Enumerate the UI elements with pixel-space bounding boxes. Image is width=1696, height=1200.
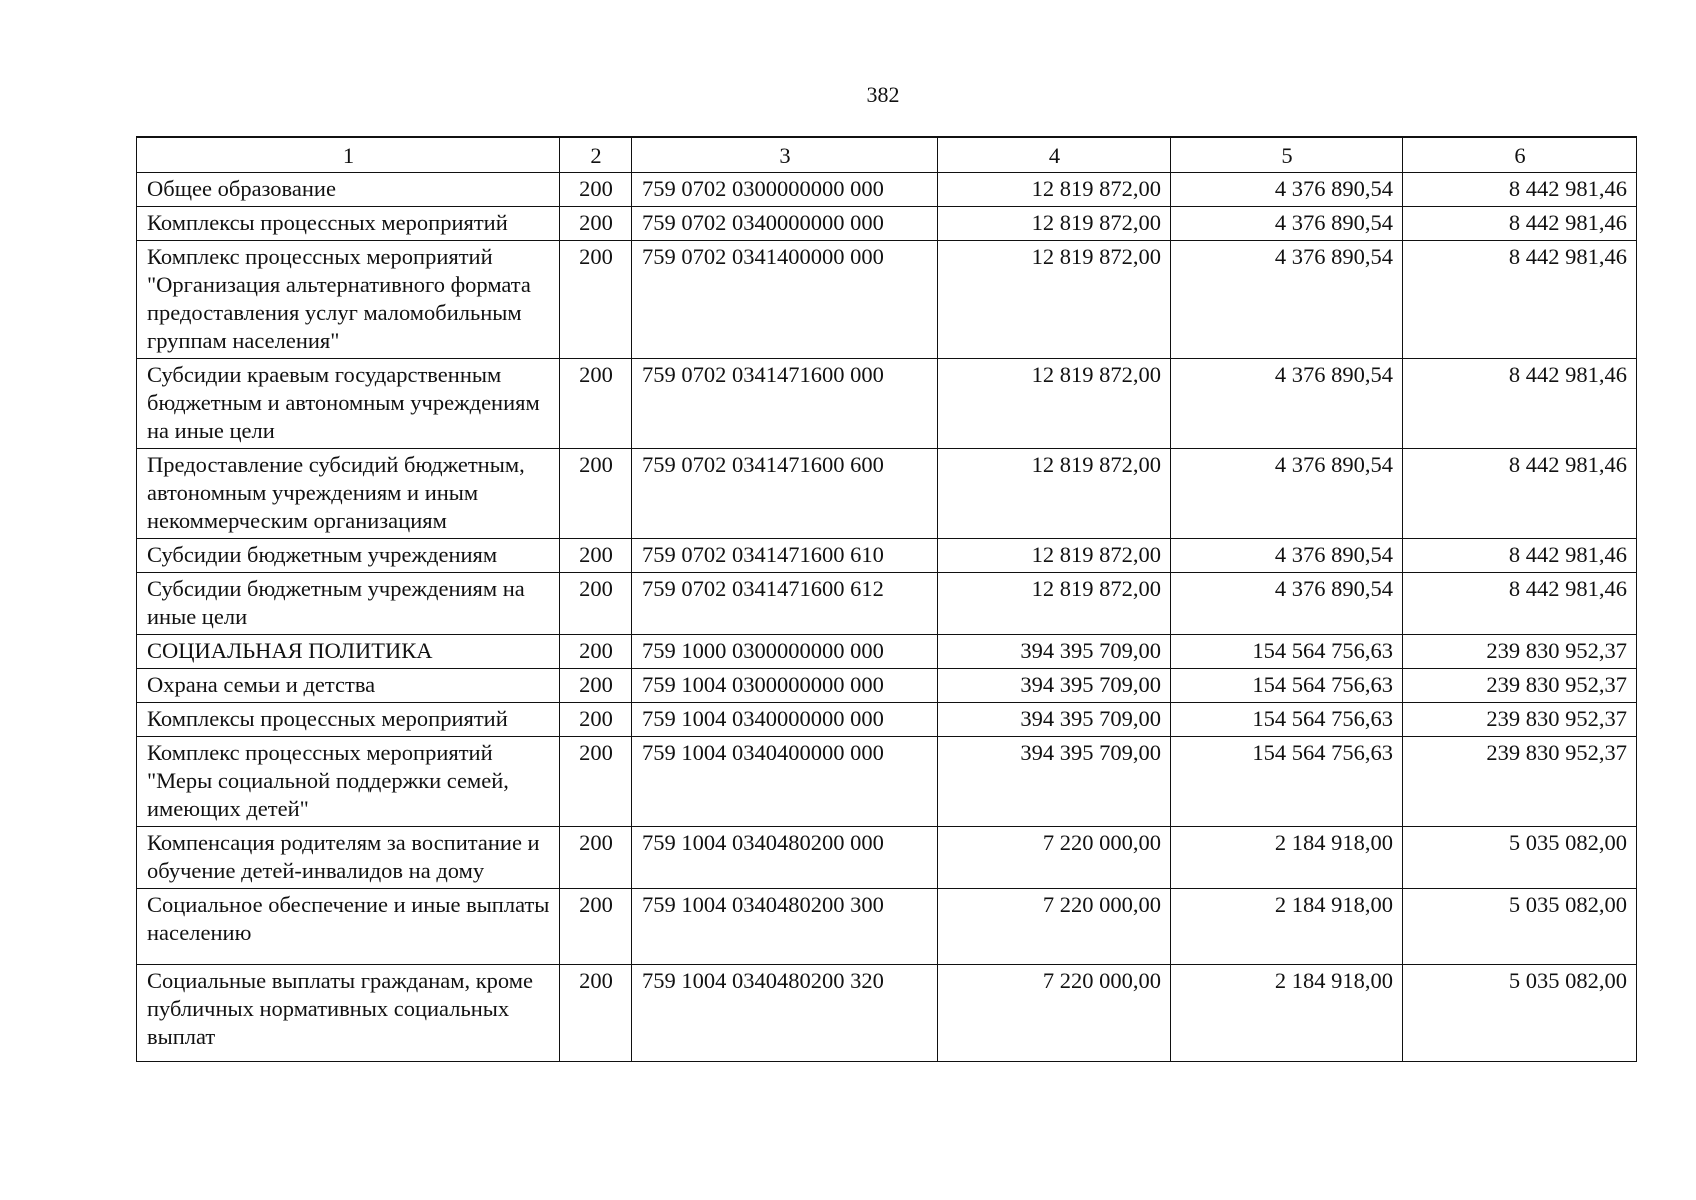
- row-admin-code: 200: [560, 737, 632, 827]
- row-amount-5: 4 376 890,54: [1171, 539, 1403, 573]
- row-amount-5: 4 376 890,54: [1171, 449, 1403, 539]
- row-amount-5: 2 184 918,00: [1171, 827, 1403, 889]
- row-admin-code: 200: [560, 173, 632, 207]
- row-name: Общее образование: [137, 173, 560, 207]
- row-amount-4: 12 819 872,00: [938, 207, 1171, 241]
- table-row: [137, 827, 1637, 889]
- row-name: Социальное обеспечение и иные выплаты населению: [137, 889, 560, 965]
- column-header: 2: [560, 137, 632, 173]
- table-row: [137, 669, 1637, 703]
- row-amount-6: 239 830 952,37: [1403, 635, 1637, 669]
- table-header-row: [137, 137, 1637, 173]
- row-amount-6: 5 035 082,00: [1403, 827, 1637, 889]
- row-amount-5: 4 376 890,54: [1171, 207, 1403, 241]
- row-amount-5: 4 376 890,54: [1171, 359, 1403, 449]
- row-budget-code: 759 1004 0340480200 300: [632, 889, 938, 965]
- row-admin-code: 200: [560, 635, 632, 669]
- table-row: [137, 573, 1637, 635]
- row-admin-code: 200: [560, 241, 632, 359]
- row-budget-code: 759 1004 0340480200 000: [632, 827, 938, 889]
- row-name: Социальные выплаты гражданам, кроме публичных нормативных социальных выплат: [137, 965, 560, 1062]
- column-header: 5: [1171, 137, 1403, 173]
- row-admin-code: 200: [560, 359, 632, 449]
- row-amount-6: 8 442 981,46: [1403, 573, 1637, 635]
- row-amount-6: 8 442 981,46: [1403, 449, 1637, 539]
- row-budget-code: 759 1004 0340400000 000: [632, 737, 938, 827]
- row-amount-4: 394 395 709,00: [938, 703, 1171, 737]
- row-amount-5: 4 376 890,54: [1171, 573, 1403, 635]
- row-name: СОЦИАЛЬНАЯ ПОЛИТИКА: [137, 635, 560, 669]
- row-admin-code: 200: [560, 827, 632, 889]
- row-amount-5: 2 184 918,00: [1171, 889, 1403, 965]
- row-name: Субсидии краевым государственным бюджетным и автономным учреждениям на иные цели: [137, 359, 560, 449]
- table-row: [137, 207, 1637, 241]
- row-amount-4: 394 395 709,00: [938, 737, 1171, 827]
- row-budget-code: 759 1000 0300000000 000: [632, 635, 938, 669]
- row-amount-5: 154 564 756,63: [1171, 737, 1403, 827]
- table-row: [137, 241, 1637, 359]
- row-amount-6: 239 830 952,37: [1403, 737, 1637, 827]
- table-row: [137, 703, 1637, 737]
- budget-table: [136, 136, 1637, 1062]
- row-budget-code: 759 0702 0341471600 600: [632, 449, 938, 539]
- row-name: Субсидии бюджетным учреждениям: [137, 539, 560, 573]
- row-budget-code: 759 0702 0341471600 000: [632, 359, 938, 449]
- row-amount-6: 8 442 981,46: [1403, 241, 1637, 359]
- row-amount-6: 5 035 082,00: [1403, 965, 1637, 1062]
- row-name: Комплексы процессных мероприятий: [137, 703, 560, 737]
- row-budget-code: 759 1004 0340000000 000: [632, 703, 938, 737]
- row-amount-5: 4 376 890,54: [1171, 173, 1403, 207]
- row-amount-5: 154 564 756,63: [1171, 635, 1403, 669]
- row-amount-4: 12 819 872,00: [938, 449, 1171, 539]
- row-name: Комплекс процессных мероприятий "Меры социальной поддержки семей, имеющих детей": [137, 737, 560, 827]
- row-admin-code: 200: [560, 703, 632, 737]
- row-amount-4: 7 220 000,00: [938, 827, 1171, 889]
- row-amount-6: 8 442 981,46: [1403, 173, 1637, 207]
- page-number: 382: [866, 82, 900, 107]
- column-header: 1: [137, 137, 560, 173]
- row-admin-code: 200: [560, 449, 632, 539]
- row-amount-5: 4 376 890,54: [1171, 241, 1403, 359]
- row-admin-code: 200: [560, 573, 632, 635]
- row-admin-code: 200: [560, 207, 632, 241]
- row-amount-4: 394 395 709,00: [938, 669, 1171, 703]
- row-amount-5: 2 184 918,00: [1171, 965, 1403, 1062]
- column-header: 4: [938, 137, 1171, 173]
- row-name: Субсидии бюджетным учреждениям на иные цели: [137, 573, 560, 635]
- row-amount-4: 12 819 872,00: [938, 173, 1171, 207]
- table-row: [137, 359, 1637, 449]
- table-row: [137, 737, 1637, 827]
- row-admin-code: 200: [560, 965, 632, 1062]
- row-admin-code: 200: [560, 539, 632, 573]
- row-budget-code: 759 0702 0340000000 000: [632, 207, 938, 241]
- row-amount-4: 12 819 872,00: [938, 539, 1171, 573]
- row-amount-4: 7 220 000,00: [938, 889, 1171, 965]
- row-name: Комплексы процессных мероприятий: [137, 207, 560, 241]
- row-amount-4: 12 819 872,00: [938, 241, 1171, 359]
- column-header: 6: [1403, 137, 1637, 173]
- table-row: [137, 173, 1637, 207]
- row-amount-4: 7 220 000,00: [938, 965, 1171, 1062]
- column-header: 3: [632, 137, 938, 173]
- row-admin-code: 200: [560, 889, 632, 965]
- row-budget-code: 759 0702 0300000000 000: [632, 173, 938, 207]
- table-row: [137, 635, 1637, 669]
- table-row: [137, 965, 1637, 1062]
- row-amount-6: 239 830 952,37: [1403, 703, 1637, 737]
- row-name: Предоставление субсидий бюджетным, автономным учреждениям и иным некоммерческим организациям: [137, 449, 560, 539]
- row-budget-code: 759 0702 0341471600 612: [632, 573, 938, 635]
- row-amount-6: 8 442 981,46: [1403, 539, 1637, 573]
- row-budget-code: 759 1004 0340480200 320: [632, 965, 938, 1062]
- row-amount-5: 154 564 756,63: [1171, 703, 1403, 737]
- row-budget-code: 759 0702 0341400000 000: [632, 241, 938, 359]
- row-amount-6: 5 035 082,00: [1403, 889, 1637, 965]
- row-amount-4: 12 819 872,00: [938, 359, 1171, 449]
- table-row: [137, 449, 1637, 539]
- row-budget-code: 759 0702 0341471600 610: [632, 539, 938, 573]
- table-row: [137, 539, 1637, 573]
- row-amount-6: 8 442 981,46: [1403, 207, 1637, 241]
- row-name: Комплекс процессных мероприятий "Организация альтернативного формата предоставления услуг маломобильным группам населения": [137, 241, 560, 359]
- row-amount-6: 8 442 981,46: [1403, 359, 1637, 449]
- row-admin-code: 200: [560, 669, 632, 703]
- row-budget-code: 759 1004 0300000000 000: [632, 669, 938, 703]
- row-name: Компенсация родителям за воспитание и обучение детей-инвалидов на дому: [137, 827, 560, 889]
- table-row: [137, 889, 1637, 965]
- row-amount-5: 154 564 756,63: [1171, 669, 1403, 703]
- row-name: Охрана семьи и детства: [137, 669, 560, 703]
- row-amount-6: 239 830 952,37: [1403, 669, 1637, 703]
- row-amount-4: 394 395 709,00: [938, 635, 1171, 669]
- row-amount-4: 12 819 872,00: [938, 573, 1171, 635]
